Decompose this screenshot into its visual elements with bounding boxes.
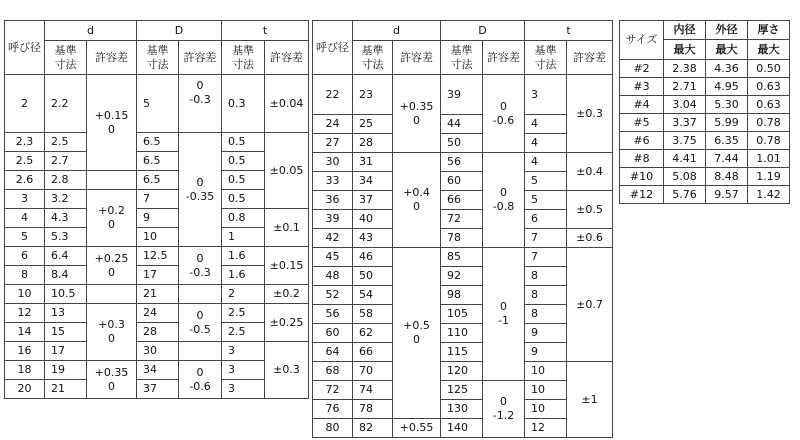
outer-diameter-max: 8.48 (706, 168, 748, 186)
D-basic-size: 37 (137, 380, 179, 399)
header-D-tolerance: 許容差 (179, 41, 222, 75)
d-basic-size: 4.3 (45, 209, 87, 228)
d-basic-size: 25 (353, 115, 393, 134)
size-label: #12 (620, 186, 664, 204)
nominal-size: 72 (313, 381, 353, 400)
d-basic-size: 70 (353, 362, 393, 381)
t-basic-size: 0.5 (222, 133, 265, 152)
d-basic-size: 5.3 (45, 228, 87, 247)
size-label: #3 (620, 78, 664, 96)
thickness-max: 1.42 (748, 186, 790, 204)
t-basic-size: 7 (525, 248, 567, 267)
header-t-tolerance: 許容差 (265, 41, 309, 75)
d-tolerance (87, 171, 137, 190)
t-tolerance: ±0.1 (265, 209, 309, 247)
header-inner-diameter: 内径 (664, 21, 706, 40)
d-tolerance: +0.25 0 (87, 247, 137, 285)
header-thickness: 厚さ (748, 21, 790, 40)
outer-diameter-max: 5.30 (706, 96, 748, 114)
t-basic-size: 3 (222, 380, 265, 399)
t-basic-size: 5 (525, 172, 567, 191)
D-basic-size: 30 (137, 342, 179, 361)
inner-diameter-max: 3.75 (664, 132, 706, 150)
D-tolerance: 0 -1.2 (483, 381, 525, 438)
header-t-basic (525, 41, 567, 75)
t-tolerance: ±0.4 (567, 153, 613, 191)
header-d-tolerance: 許容差 (87, 41, 137, 75)
header-basic-size: 基準 寸法 (54, 43, 77, 71)
header-nominal: 呼び径 (5, 21, 45, 75)
nominal-size: 10 (5, 285, 45, 304)
table-row (620, 186, 790, 204)
table-row (5, 75, 309, 133)
t-tolerance: ±0.05 (265, 133, 309, 209)
thickness-max: 0.63 (748, 96, 790, 114)
d-tolerance (87, 285, 137, 304)
nominal-size: 56 (313, 305, 353, 324)
D-basic-size: 50 (441, 134, 483, 153)
D-tolerance: 0 -0.5 (179, 304, 222, 342)
header-basic-size: 基準 寸法 (450, 43, 473, 71)
d-basic-size: 37 (353, 191, 393, 210)
nominal-size: 5 (5, 228, 45, 247)
d-basic-size: 82 (353, 419, 393, 438)
table-row (5, 152, 309, 171)
t-basic-size: 4 (525, 153, 567, 172)
d-basic-size: 78 (353, 400, 393, 419)
header-d-tolerance: 許容差 (393, 41, 441, 75)
thickness-max: 1.19 (748, 168, 790, 186)
d-basic-size: 66 (353, 343, 393, 362)
d-basic-size: 3.2 (45, 190, 87, 209)
t-basic-size: 2.5 (222, 304, 265, 323)
dimension-table-large-sizes (312, 20, 613, 438)
header-D-basic (137, 41, 179, 75)
thickness-max: 0.50 (748, 60, 790, 78)
header-basic-size: 基準 寸法 (534, 43, 557, 71)
nominal-size: 52 (313, 286, 353, 305)
d-tolerance: +0.55 (393, 419, 441, 438)
header-D-tolerance: 許容差 (483, 41, 525, 75)
t-tolerance: ±0.5 (567, 191, 613, 229)
t-tolerance: ±1 (567, 362, 613, 438)
nominal-size: 8 (5, 266, 45, 285)
t-basic-size: 4 (525, 115, 567, 134)
d-basic-size: 46 (353, 248, 393, 267)
table-row (5, 190, 309, 209)
t-tolerance: ±0.04 (265, 75, 309, 133)
nominal-size: 42 (313, 229, 353, 248)
D-basic-size: 130 (441, 400, 483, 419)
t-basic-size: 1.6 (222, 266, 265, 285)
D-basic-size: 120 (441, 362, 483, 381)
d-basic-size: 31 (353, 153, 393, 172)
nominal-size: 2.5 (5, 152, 45, 171)
t-basic-size: 0.5 (222, 152, 265, 171)
d-basic-size: 28 (353, 134, 393, 153)
header-t: t (222, 21, 309, 41)
t-basic-size: 8 (525, 267, 567, 286)
nominal-size: 2 (5, 75, 45, 133)
header-t-basic (222, 41, 265, 75)
header-d-basic (353, 41, 393, 75)
table-row (313, 191, 613, 210)
d-basic-size: 21 (45, 380, 87, 399)
header-basic-size: 基準 寸法 (146, 43, 169, 71)
outer-diameter-max: 4.95 (706, 78, 748, 96)
D-basic-size: 10 (137, 228, 179, 247)
D-basic-size: 28 (137, 323, 179, 342)
t-basic-size: 4 (525, 134, 567, 153)
D-basic-size: 39 (441, 75, 483, 115)
D-tolerance: 0 -0.6 (483, 75, 525, 153)
D-basic-size: 6.5 (137, 152, 179, 171)
D-basic-size: 24 (137, 304, 179, 323)
header-D: D (441, 21, 525, 41)
table-row (313, 248, 613, 267)
table-row (5, 247, 309, 266)
table-row (5, 171, 309, 190)
D-basic-size: 17 (137, 266, 179, 285)
D-basic-size: 125 (441, 381, 483, 400)
D-basic-size: 140 (441, 419, 483, 438)
dimension-table-body (5, 75, 309, 399)
d-basic-size: 2.7 (45, 152, 87, 171)
header-outer-diameter: 外径 (706, 21, 748, 40)
nominal-size: 68 (313, 362, 353, 381)
size-max-table (619, 20, 790, 204)
nominal-size: 33 (313, 172, 353, 191)
table-row (5, 209, 309, 228)
d-basic-size: 6.4 (45, 247, 87, 266)
nominal-size: 4 (5, 209, 45, 228)
nominal-size: 3 (5, 190, 45, 209)
table-row (5, 361, 309, 380)
d-basic-size: 15 (45, 323, 87, 342)
nominal-size: 27 (313, 134, 353, 153)
table-row (620, 96, 790, 114)
d-basic-size: 2.5 (45, 133, 87, 152)
table-row (5, 285, 309, 304)
t-basic-size: 8 (525, 305, 567, 324)
table-row (5, 342, 309, 361)
d-tolerance: +0.15 0 (87, 75, 137, 171)
t-basic-size: 10 (525, 400, 567, 419)
header-t: t (525, 21, 613, 41)
D-basic-size: 9 (137, 209, 179, 228)
t-basic-size: 9 (525, 324, 567, 343)
t-basic-size: 0.5 (222, 171, 265, 190)
t-tolerance: ±0.3 (567, 75, 613, 153)
t-basic-size: 10 (525, 381, 567, 400)
nominal-size: 64 (313, 343, 353, 362)
t-tolerance: ±0.6 (567, 229, 613, 248)
t-basic-size: 2.5 (222, 323, 265, 342)
header-nominal: 呼び径 (313, 21, 353, 75)
t-basic-size: 5 (525, 191, 567, 210)
d-basic-size: 58 (353, 305, 393, 324)
inner-diameter-max: 3.04 (664, 96, 706, 114)
table-row (5, 304, 309, 323)
thickness-max: 0.63 (748, 78, 790, 96)
header-D-basic (441, 41, 483, 75)
nominal-size: 20 (5, 380, 45, 399)
d-tolerance: +0.3 0 (87, 304, 137, 361)
nominal-size: 2.6 (5, 171, 45, 190)
D-basic-size: 34 (137, 361, 179, 380)
D-basic-size: 98 (441, 286, 483, 305)
t-basic-size: 7 (525, 229, 567, 248)
size-label: #10 (620, 168, 664, 186)
D-basic-size: 115 (441, 343, 483, 362)
D-tolerance: 0 -1 (483, 248, 525, 381)
d-basic-size: 17 (45, 342, 87, 361)
t-basic-size: 0.5 (222, 190, 265, 209)
t-tolerance: ±0.15 (265, 247, 309, 285)
D-basic-size: 6.5 (137, 133, 179, 152)
t-tolerance: ±0.3 (265, 342, 309, 399)
table-row (620, 60, 790, 78)
D-basic-size: 85 (441, 248, 483, 267)
table-row (620, 150, 790, 168)
D-basic-size: 60 (441, 172, 483, 191)
nominal-size: 36 (313, 191, 353, 210)
header-size: サイズ (620, 21, 664, 60)
nominal-size: 24 (313, 115, 353, 134)
inner-diameter-max: 5.08 (664, 168, 706, 186)
t-basic-size: 3 (222, 342, 265, 361)
size-label: #2 (620, 60, 664, 78)
table-row (620, 114, 790, 132)
outer-diameter-max: 9.57 (706, 186, 748, 204)
t-basic-size: 9 (525, 343, 567, 362)
D-tolerance: 0 -0.8 (483, 153, 525, 248)
nominal-size: 60 (313, 324, 353, 343)
thickness-max: 0.78 (748, 132, 790, 150)
nominal-size: 18 (5, 361, 45, 380)
t-basic-size: 0.3 (222, 75, 265, 133)
d-basic-size: 74 (353, 381, 393, 400)
dimension-table-body (313, 75, 613, 438)
size-label: #5 (620, 114, 664, 132)
table-row (5, 266, 309, 285)
D-basic-size: 5 (137, 75, 179, 133)
D-tolerance: 0 -0.3 (179, 75, 222, 133)
D-basic-size: 105 (441, 305, 483, 324)
inner-diameter-max: 3.37 (664, 114, 706, 132)
dimension-table-small-sizes (4, 20, 309, 399)
t-basic-size: 3 (222, 361, 265, 380)
d-basic-size: 8.4 (45, 266, 87, 285)
d-basic-size: 62 (353, 324, 393, 343)
D-basic-size: 78 (441, 229, 483, 248)
d-tolerance: +0.35 0 (393, 75, 441, 153)
d-basic-size: 50 (353, 267, 393, 286)
outer-diameter-max: 6.35 (706, 132, 748, 150)
d-tolerance: +0.2 0 (87, 190, 137, 247)
D-basic-size: 56 (441, 153, 483, 172)
d-basic-size: 2.8 (45, 171, 87, 190)
nominal-size: 6 (5, 247, 45, 266)
t-basic-size: 3 (525, 75, 567, 115)
size-label: #8 (620, 150, 664, 168)
D-tolerance (179, 342, 222, 361)
header-D: D (137, 21, 222, 41)
nominal-size: 22 (313, 75, 353, 115)
table-row (313, 75, 613, 115)
t-tolerance: ±0.7 (567, 248, 613, 362)
inner-diameter-max: 2.38 (664, 60, 706, 78)
nominal-size: 39 (313, 210, 353, 229)
header-inner-max: 最大 (664, 40, 706, 60)
table-row (313, 153, 613, 172)
table-row (620, 78, 790, 96)
inner-diameter-max: 2.71 (664, 78, 706, 96)
table-row (620, 132, 790, 150)
D-tolerance: 0 -0.6 (179, 361, 222, 399)
D-basic-size: 72 (441, 210, 483, 229)
t-basic-size: 0.8 (222, 209, 265, 228)
thickness-max: 1.01 (748, 150, 790, 168)
header-basic-size: 基準 寸法 (361, 43, 384, 71)
outer-diameter-max: 5.99 (706, 114, 748, 132)
t-basic-size: 2 (222, 285, 265, 304)
t-basic-size: 1.6 (222, 247, 265, 266)
t-basic-size: 8 (525, 286, 567, 305)
D-basic-size: 66 (441, 191, 483, 210)
d-basic-size: 10.5 (45, 285, 87, 304)
t-basic-size: 12 (525, 419, 567, 438)
d-basic-size: 34 (353, 172, 393, 191)
t-basic-size: 6 (525, 210, 567, 229)
nominal-size: 12 (5, 304, 45, 323)
D-basic-size: 44 (441, 115, 483, 134)
nominal-size: 45 (313, 248, 353, 267)
inner-diameter-max: 4.41 (664, 150, 706, 168)
d-basic-size: 2.2 (45, 75, 87, 133)
header-d-basic (45, 41, 87, 75)
d-basic-size: 40 (353, 210, 393, 229)
size-label: #6 (620, 132, 664, 150)
outer-diameter-max: 4.36 (706, 60, 748, 78)
D-basic-size: 21 (137, 285, 179, 304)
header-outer-max: 最大 (706, 40, 748, 60)
D-basic-size: 7 (137, 190, 179, 209)
header-thickness-max: 最大 (748, 40, 790, 60)
d-tolerance: +0.35 0 (87, 361, 137, 399)
D-tolerance: 0 -0.35 (179, 133, 222, 247)
d-tolerance: +0.5 0 (393, 248, 441, 419)
D-basic-size: 110 (441, 324, 483, 343)
D-tolerance: 0 -0.3 (179, 247, 222, 285)
nominal-size: 2.3 (5, 133, 45, 152)
t-basic-size: 10 (525, 362, 567, 381)
nominal-size: 30 (313, 153, 353, 172)
thickness-max: 0.78 (748, 114, 790, 132)
size-table-body (620, 60, 790, 204)
table-row (5, 380, 309, 399)
d-basic-size: 13 (45, 304, 87, 323)
D-basic-size: 92 (441, 267, 483, 286)
d-basic-size: 23 (353, 75, 393, 115)
nominal-size: 76 (313, 400, 353, 419)
header-d: d (353, 21, 441, 41)
table-row (5, 323, 309, 342)
size-label: #4 (620, 96, 664, 114)
t-basic-size: 1 (222, 228, 265, 247)
header-d: d (45, 21, 137, 41)
d-basic-size: 19 (45, 361, 87, 380)
table-row (313, 362, 613, 381)
D-tolerance (179, 285, 222, 304)
header-t-tolerance: 許容差 (567, 41, 613, 75)
nominal-size: 48 (313, 267, 353, 286)
t-tolerance: ±0.2 (265, 285, 309, 304)
table-row (313, 229, 613, 248)
nominal-size: 14 (5, 323, 45, 342)
table-row (5, 133, 309, 152)
nominal-size: 16 (5, 342, 45, 361)
header-basic-size: 基準 寸法 (232, 43, 255, 71)
t-tolerance: ±0.25 (265, 304, 309, 342)
d-tolerance: +0.4 0 (393, 153, 441, 248)
D-basic-size: 6.5 (137, 171, 179, 190)
d-basic-size: 43 (353, 229, 393, 248)
D-basic-size: 12.5 (137, 247, 179, 266)
d-basic-size: 54 (353, 286, 393, 305)
nominal-size: 80 (313, 419, 353, 438)
table-row (5, 228, 309, 247)
outer-diameter-max: 7.44 (706, 150, 748, 168)
inner-diameter-max: 5.76 (664, 186, 706, 204)
table-row (620, 168, 790, 186)
